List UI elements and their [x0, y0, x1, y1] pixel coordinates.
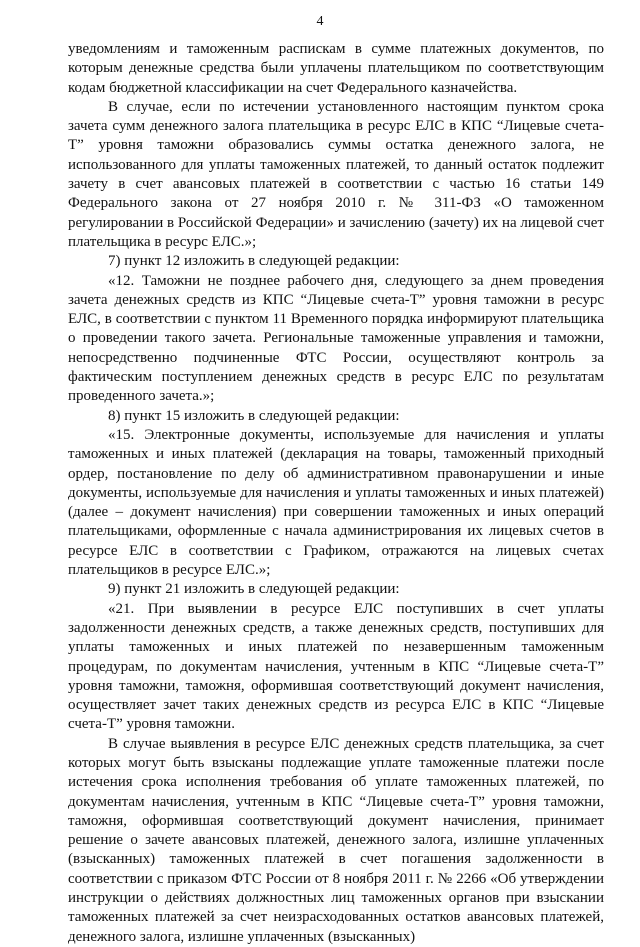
paragraph-item-21-continuation: В случае выявления в ресурсе ЕЛС денежных средств плательщика, за счет которых могут быть взысканы подлежащие уплате таможенные платежи после истечения срока исполнения требования об уплате таможенных платежей, по документам начисления, учтенным в КПС “Лицевые счета-Т” уровня таможни, таможня, оформившая соответствующий документ начисления, принимает решение о зачете авансовых платежей, денежного залога, излишне уплаченных (взысканных) таможенных платежей в счет погашения задолженности в соответствии с приказом ФТС России от 8 ноября 2011 г. № 2266 «Об утверждении инструкции о действиях должностных лиц таможенных органов при взыскании таможенных платежей за счет неизрасходованных остатков авансовых платежей, денежного залога, излишне уплаченных (взысканных) — [68, 735, 604, 945]
paragraph-item-15-text: «15. Электронные документы, используемые для начисления и уплаты таможенных и иных платежей (декларация на товары, таможенный приходный ордер, постановление по делу об административном правонарушении и иные документы, используемые для начисления и уплаты таможенных и иных платежей) (далее – документ начисления) при совершении таможенных и иных операций плательщиками, оформленные с начала администрирования их лицевых счетов в ресурсе ЕЛС в соответствии с Графиком, отражаются на лицевых счетах плательщиков в ресурсе ЕЛС.»; — [68, 426, 604, 579]
paragraph-deposit-offset: В случае, если по истечении установленного настоящим пунктом срока зачета сумм денежного залога плательщика в ресурс ЕЛС в КПС “Лицевые счета-Т” уровня таможни образовались суммы остатка денежного залога, не использованного для уплаты таможенных платежей, то данный остаток подлежит зачету в счет авансовых платежей в соответствии с частью 16 статьи 149 Федерального закона от 27 ноября 2010 г. № 311-ФЗ «О таможенном регулировании в Российской Федерации» и зачислению (зачету) их на лицевой счет плательщика в ресурс ЕЛС.»; — [68, 98, 604, 250]
document-body — [68, 40, 604, 947]
paragraph-item-21-text: «21. При выявлении в ресурсе ЕЛС поступивших в счет уплаты задолженности денежных средств, а также денежных средств, поступивших для уплаты таможенных и иных платежей по незавершенным таможенным процедурам, по документам начисления, учтенным в КПС “Лицевые счета-Т” уровня таможни, таможня, оформившая соответствующий документ начисления, осуществляет зачет таких денежных средств из ресурса ЕЛС в КПС “Лицевые счета-Т” уровня таможни. — [68, 600, 604, 733]
paragraph-item-7-heading: 7) пункт 12 изложить в следующей редакции: — [108, 253, 400, 270]
page-number: 4 — [316, 14, 324, 29]
paragraph-item-12-text: «12. Таможни не позднее рабочего дня, следующего за днем проведения зачета денежных средств из КПС “Лицевые счета-Т” уровня таможни в ресурс ЕЛС, в соответствии с пунктом 11 Временного порядка информируют плательщика о проведении такого зачета. Региональные таможенные управления и таможни, непосредственно подчиненные ФТС России, осуществляют контроль за фактическим поступлением денежных средств в ресурс ЕЛС по результатам проведенного зачета.»; — [68, 272, 604, 405]
paragraph-continuation: уведомлениям и таможенным распискам в сумме платежных документов, по которым денежные средства были уплачены плательщиком по соответствующим кодам бюджетной классификации на счет Федерального казначейства. — [68, 41, 604, 96]
paragraph-item-8-heading: 8) пункт 15 изложить в следующей редакции: — [108, 407, 400, 424]
paragraph-item-9-heading: 9) пункт 21 изложить в следующей редакции: — [108, 581, 400, 598]
